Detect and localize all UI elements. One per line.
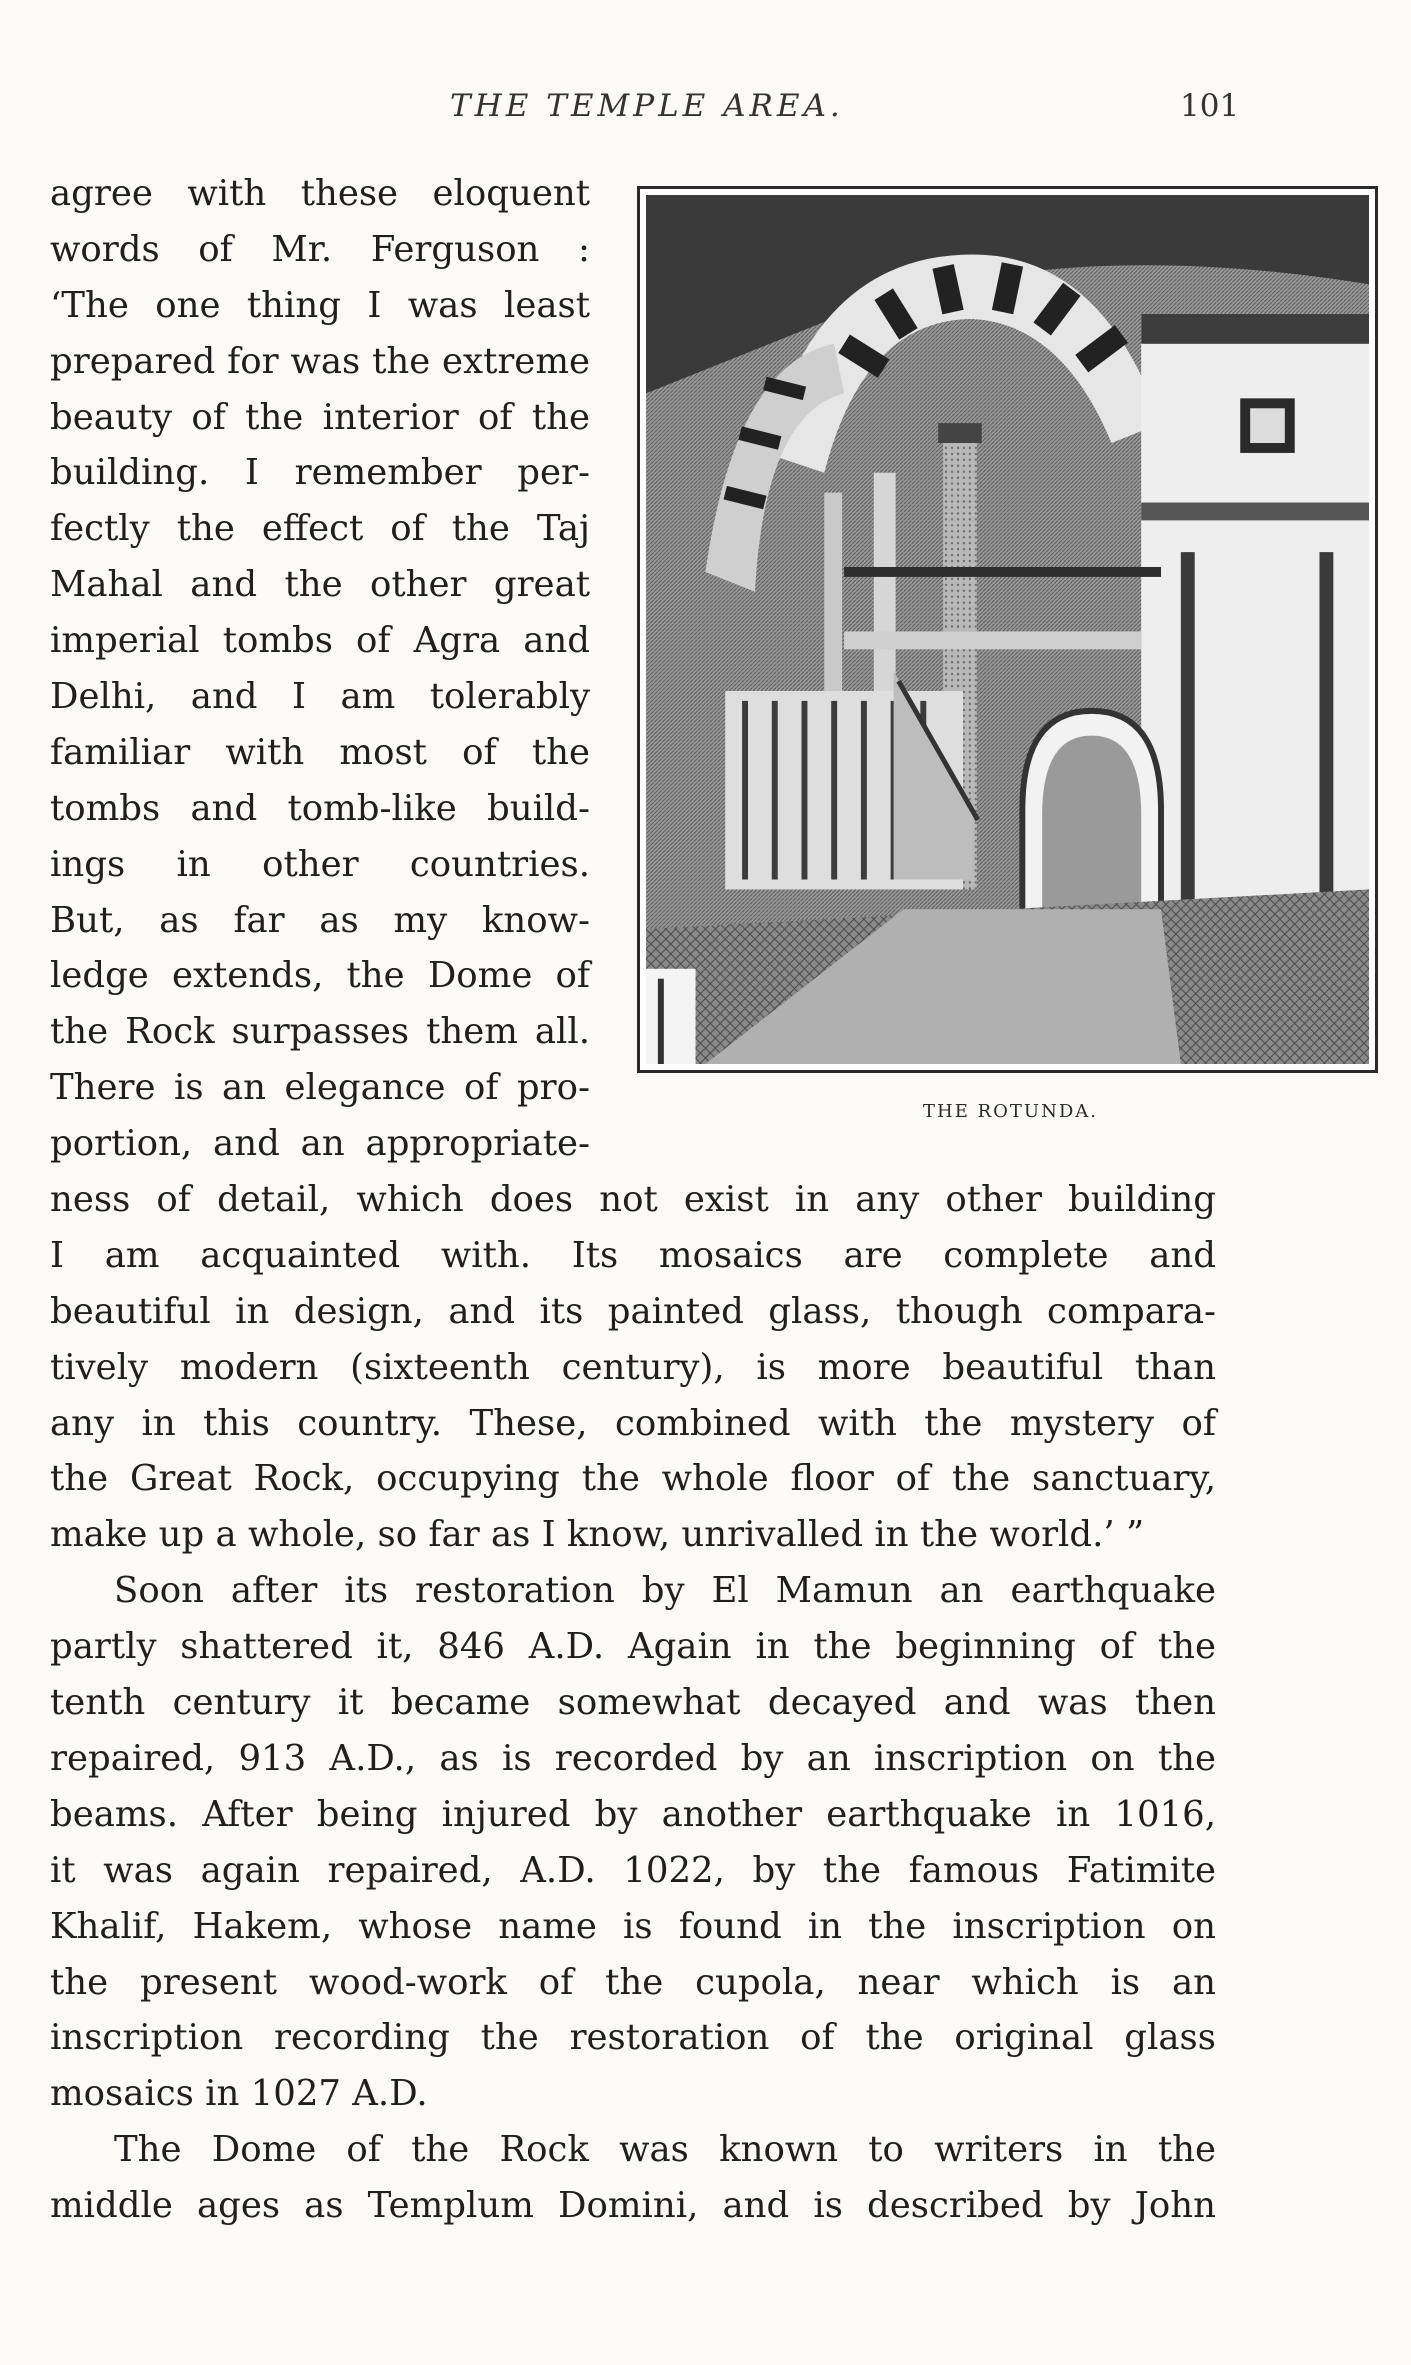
text-line: tombs and tomb-like build- bbox=[50, 787, 590, 829]
body-text bbox=[50, 166, 1216, 2234]
text-line: ledge extends, the Dome of bbox=[50, 955, 590, 997]
text-line: Soon after its restoration by El Mamun an earthquake bbox=[114, 1570, 1216, 1612]
text-line: imperial tombs of Agra and bbox=[50, 620, 590, 662]
text-line: the present wood-work of the cupola, near which is an bbox=[50, 1961, 1216, 2003]
text-line: ings in other countries. bbox=[50, 843, 590, 885]
figure-caption: THE ROTUNDA. bbox=[923, 1101, 1098, 1122]
text-line: words of Mr. Ferguson : bbox=[50, 228, 590, 270]
text-line: any in this country. These, combined with the mystery of bbox=[50, 1402, 1216, 1444]
text-line: Khalif, Hakem, whose name is found in the inscription on bbox=[50, 1905, 1216, 1947]
page-number: 101 bbox=[1180, 88, 1240, 124]
text-line: make up a whole, so far as I know, unrivalled in the world.’ ” bbox=[50, 1514, 1145, 1556]
text-line: beautiful in design, and its painted glass, though compara- bbox=[50, 1290, 1216, 1332]
text-line: repaired, 913 A.D., as is recorded by an inscription on the bbox=[50, 1737, 1216, 1779]
text-line: ness of detail, which does not exist in any other building bbox=[50, 1179, 1216, 1221]
text-line: the Rock surpasses them all. bbox=[50, 1011, 590, 1053]
text-line: beams. After being injured by another earthquake in 1016, bbox=[50, 1793, 1216, 1835]
page-header bbox=[0, 88, 1411, 138]
text-line: building. I remember per- bbox=[50, 452, 590, 494]
text-line: familiar with most of the bbox=[50, 731, 590, 773]
text-line: Mahal and the other great bbox=[50, 564, 590, 606]
text-line: it was again repaired, A.D. 1022, by the famous Fatimite bbox=[50, 1849, 1216, 1891]
text-line: middle ages as Templum Domini, and is described by John bbox=[50, 2185, 1216, 2227]
text-line: beauty of the interior of the bbox=[50, 396, 590, 438]
text-line: prepared for was the extreme bbox=[50, 340, 590, 382]
text-line: There is an elegance of pro- bbox=[50, 1067, 590, 1109]
narrow-column bbox=[50, 166, 1216, 1172]
text-line: agree with these eloquent bbox=[50, 173, 590, 214]
text-line: ‘The one thing I was least bbox=[50, 284, 590, 326]
text-line: inscription recording the restoration of the original glass bbox=[50, 2017, 1216, 2059]
text-line: mosaics in 1027 A.D. bbox=[50, 2073, 428, 2115]
text-line: fectly the effect of the Taj bbox=[50, 508, 590, 550]
wide-column bbox=[50, 1172, 1216, 2234]
text-line: portion, and an appropriate- bbox=[50, 1123, 590, 1165]
text-line: But, as far as my know- bbox=[50, 899, 590, 941]
running-head: THE TEMPLE AREA. bbox=[450, 88, 844, 124]
text-line: The Dome of the Rock was known to writers in the bbox=[114, 2129, 1216, 2171]
text-line: the Great Rock, occupying the whole floor of the sanctuary, bbox=[50, 1458, 1216, 1500]
text-line: tenth century it became somewhat decayed and was then bbox=[50, 1682, 1216, 1724]
text-line: tively modern (sixteenth century), is more beautiful than bbox=[50, 1346, 1216, 1388]
text-line: I am acquainted with. Its mosaics are complete and bbox=[50, 1234, 1216, 1276]
text-line: partly shattered it, 846 A.D. Again in the beginning of the bbox=[50, 1626, 1216, 1668]
text-line: Delhi, and I am tolerably bbox=[50, 676, 590, 718]
